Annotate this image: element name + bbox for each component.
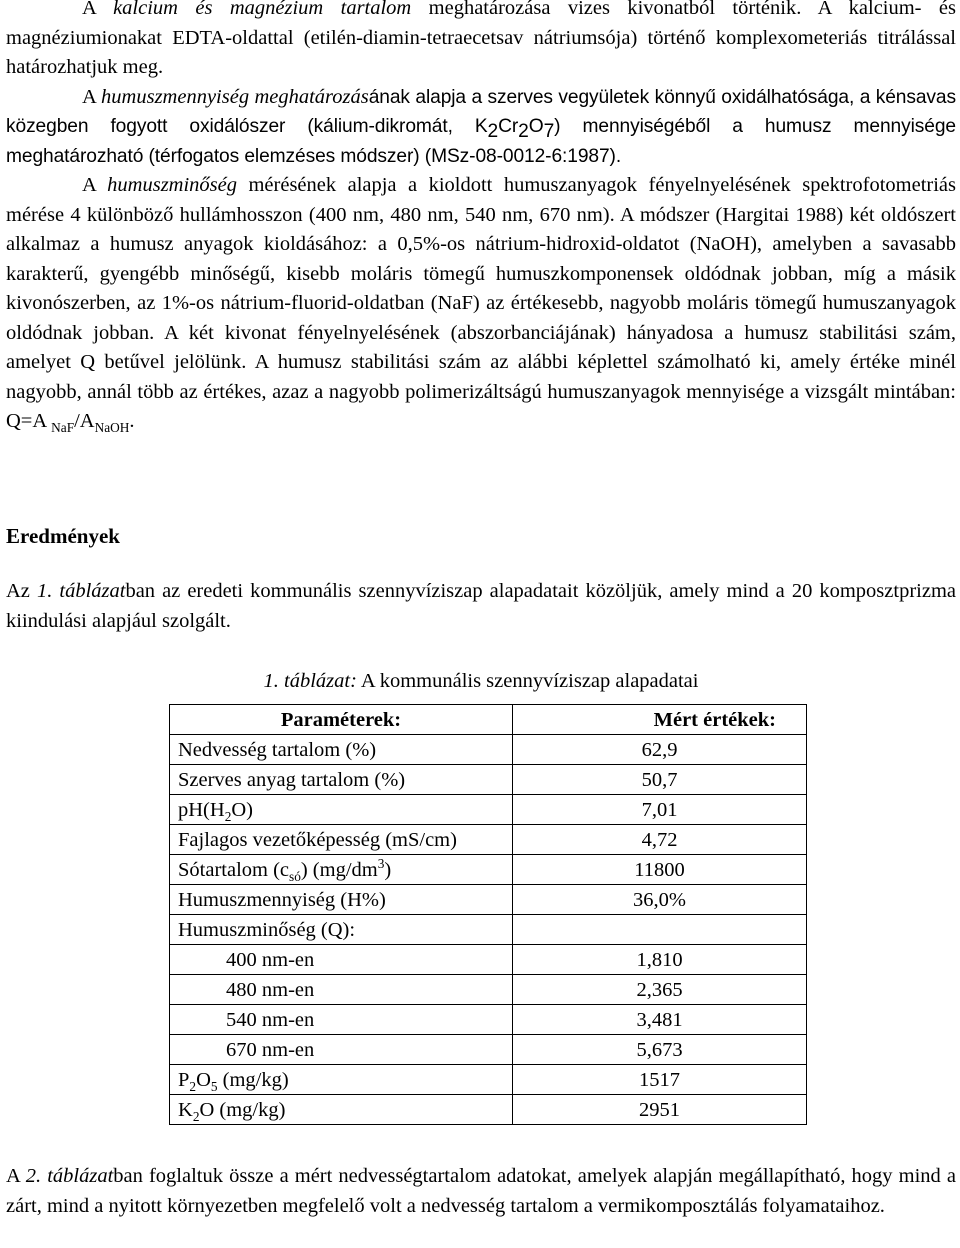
table-row [170, 885, 807, 915]
humus-quantity-paragraph: A humuszmennyiség meghatározásának alapja a szerves vegyületek könnyű oxidálhatósága, a kénsavas közegben fogyott oxidálószer (kálium-dikromát, $K_2Cr_2O_7$) mennyiségéből a humusz mennyisége meghatározható (térfogatos elemzéses módszer) (MSz-08-0012-6:1987). [6, 85, 956, 167]
header-measured-values: Mért értékek: [513, 705, 807, 735]
row-label: Nedvesség tartalom (%) [170, 735, 513, 765]
row-label: Humuszmennyiség (H%) [170, 885, 513, 915]
header-parameters: Paraméterek: [170, 705, 513, 735]
row-label: 670 nm-en [170, 1035, 513, 1065]
sludge-parameters-table [169, 704, 807, 1125]
row-label: 400 nm-en [170, 945, 513, 975]
row-label: Szerves anyag tartalom (%) [170, 765, 513, 795]
closing-paragraph: A 2. táblázatban foglaltuk össze a mért nedvességtartalom adatokat, amelyek alapján megállapítható, hogy mind a zárt, mind a nyitott környezetben megfelelő volt a nedvesség tartalom a vermikomposztálás folyamataihoz. [6, 1165, 956, 1217]
row-value [513, 915, 807, 945]
methods-text [6, 0, 956, 437]
table-row [170, 1065, 807, 1095]
row-value: 5,673 [513, 1035, 807, 1065]
row-label: $pH(H_2O)$ [170, 795, 513, 825]
table-row [170, 975, 807, 1005]
row-label: Humuszminőség (Q): [170, 915, 513, 945]
row-label: 480 nm-en [170, 975, 513, 1005]
row-label: Fajlagos vezetőképesség (mS/cm) [170, 825, 513, 855]
row-label: $P_2O_5$ (mg/kg) [170, 1065, 513, 1095]
table-row [170, 1035, 807, 1065]
row-value: 4,72 [513, 825, 807, 855]
row-value: 1,810 [513, 945, 807, 975]
row-value: 50,7 [513, 765, 807, 795]
table-row [170, 915, 807, 945]
row-value: 36,0% [513, 885, 807, 915]
table-row [170, 825, 807, 855]
row-value: 3,481 [513, 1005, 807, 1035]
table-row [170, 945, 807, 975]
row-label: $K_2O$ (mg/kg) [170, 1095, 513, 1125]
table-row [170, 795, 807, 825]
row-value: 11800 [513, 855, 807, 885]
row-label: Sótartalom $(c_{só})$ $(mg/dm^3)$ [170, 855, 513, 885]
calcium-magnesium-paragraph: A kalcium és magnézium tartalom meghatározása vizes kivonatból történik. A kalcium- és magnéziumionakat EDTA-oldattal (etilén-diamin-tetraecetsav nátriumsója) történő komplexometeriás titrálással határozhatjuk meg. [6, 0, 956, 78]
row-value: 1517 [513, 1065, 807, 1095]
table-row [170, 765, 807, 795]
table-row [170, 855, 807, 885]
row-value: 2,365 [513, 975, 807, 1005]
table-header-row [170, 705, 807, 735]
row-value: 2951 [513, 1095, 807, 1125]
row-label: 540 nm-en [170, 1005, 513, 1035]
table-row [170, 735, 807, 765]
table-caption: 1. táblázat: A kommunális szennyvíziszap alapadatai [263, 670, 699, 692]
table-row [170, 1095, 807, 1125]
results-paragraph: Az 1. táblázatban az eredeti kommunális szennyvíziszap alapadatait közöljük, amely mind a 20 komposztprizma kiindulási alapjául szolgált. [6, 580, 956, 632]
row-value: 7,01 [513, 795, 807, 825]
humus-quality-paragraph: A humuszminőség mérésének alapja a kioldott humuszanyagok fényelnyelésének spektrofotometriás mérése 4 különböző hullámhosszon (400 nm, 480 nm, 540 nm, 670 nm). A módszer (Hargitai 1988) két oldószert alkalmaz a humusz anyagok kioldásához: a 0,5%-os nátrium-hidroxid-oldatot (NaOH), amelyben a savasabb karakterű, gyengébb minőségű, kisebb moláris tömegű humuszkomponensek oldódnak jobban, míg a másik kivonószerben, az 1%-os nátrium-fluorid-oldatban (NaF) az értékesebb, nagyobb moláris tömegű humuszanyagok oldódnak jobban. A két kivonat fényelnyelésének (abszorbanciájának) hányadosa a humusz stabilitási szám, amelyet Q betűvel jelölünk. A humusz stabilitási szám az alábbi képlettel számolható ki, amely értéke minél nagyobb, annál több az értékes, azaz a nagyobb polimerizáltságú humuszanyagok mennyisége a vizsgált mintában: Q=A $_{NaF}/A_{NaOH}$. [6, 174, 956, 436]
results-heading: Eredmények [6, 524, 120, 548]
row-value: 62,9 [513, 735, 807, 765]
table-row [170, 1005, 807, 1035]
